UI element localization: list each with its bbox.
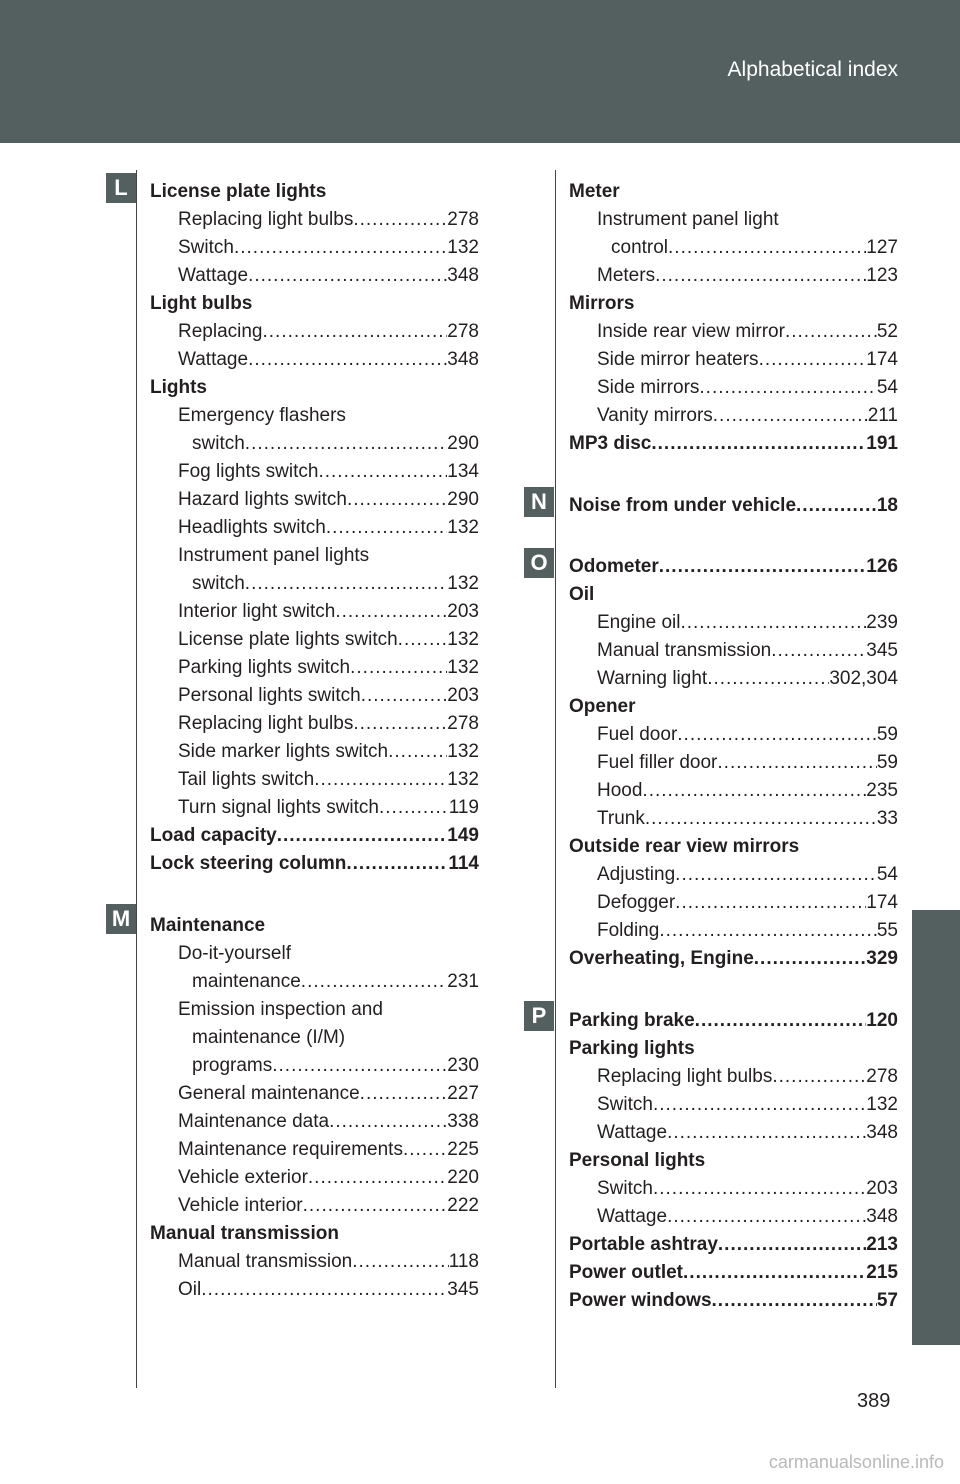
dot-leader — [754, 945, 867, 973]
index-sub-entry — [178, 598, 479, 626]
entry-text: Replacing light bulbs — [178, 713, 354, 734]
entry-text: maintenance — [192, 970, 301, 992]
entry-page-number: 220 — [447, 1166, 479, 1188]
entry-text: Oil — [178, 1278, 202, 1300]
index-main-entry — [150, 290, 479, 318]
entry-text: Meters — [597, 265, 656, 286]
entry-text: Outside rear view mirrors — [569, 836, 800, 858]
index-sub-entry — [192, 570, 479, 598]
entry-text: Wattage — [597, 1205, 668, 1227]
index-main-entry — [569, 430, 898, 458]
index-main-entry — [569, 492, 898, 520]
entry-text: Replacing light bulbs — [597, 1065, 773, 1087]
entry-page-number: 54 — [876, 377, 898, 398]
dot-leader — [668, 234, 866, 262]
entry-text: Turn signal lights switch — [178, 797, 379, 818]
section-letter-p: P — [524, 1001, 554, 1031]
entry-text: switch — [192, 573, 245, 594]
dot-leader — [326, 514, 447, 542]
section-letter-m: M — [106, 904, 136, 934]
entry-text: Wattage — [178, 265, 249, 286]
index-sub-entry — [178, 234, 479, 262]
dot-leader — [234, 234, 447, 262]
left-column-rule — [136, 170, 137, 1388]
index-sub-entry — [178, 794, 479, 822]
index-sub-entry — [178, 1108, 479, 1136]
dot-leader — [785, 318, 877, 346]
index-sub-entry — [597, 889, 898, 917]
entry-page-number: 132 — [447, 517, 479, 538]
index-sub-entry — [597, 777, 898, 805]
side-thumb-tab — [912, 910, 960, 1345]
index-main-entry — [569, 553, 898, 581]
entry-page-number: 134 — [447, 461, 479, 482]
entry-text: Switch — [597, 1177, 653, 1199]
entry-text: Tail lights switch — [178, 769, 315, 790]
entry-page-number: 132 — [447, 237, 479, 258]
entry-text: Manual transmission — [178, 1250, 353, 1272]
entry-page-number: 132 — [866, 1093, 898, 1115]
index-sub-entry — [597, 749, 898, 777]
entry-text: Replacing — [178, 321, 263, 342]
dot-leader — [329, 1108, 447, 1136]
dot-leader — [645, 805, 877, 833]
index-sub-entry — [597, 861, 898, 889]
entry-page-number: 348 — [866, 1121, 898, 1143]
dot-leader — [347, 486, 447, 514]
index-sub-entry — [597, 318, 898, 346]
index-sub-entry — [597, 805, 898, 833]
entry-page-number: 18 — [876, 494, 898, 516]
index-main-entry — [569, 945, 898, 973]
dot-leader — [707, 665, 829, 693]
index-sub-entry — [597, 206, 898, 234]
index-main-entry — [150, 1220, 479, 1248]
entry-text: Hood — [597, 780, 643, 802]
index-main-entry — [569, 1259, 898, 1287]
index-sub-entry — [178, 206, 479, 234]
entry-text: Vanity mirrors — [597, 405, 713, 426]
entry-page-number: 126 — [866, 556, 898, 578]
index-main-entry — [150, 374, 479, 402]
entry-text: Noise from under vehicle — [569, 494, 797, 516]
entry-text: Do-it-yourself — [178, 942, 291, 964]
entry-text: Meter — [569, 181, 620, 202]
entry-text: Load capacity — [150, 825, 277, 846]
dot-leader — [680, 609, 866, 637]
entry-text: Light bulbs — [150, 293, 253, 314]
index-sub-entry — [178, 458, 479, 486]
dot-leader — [245, 570, 448, 598]
entry-page-number: 225 — [447, 1138, 479, 1160]
entry-text: Portable ashtray — [569, 1233, 718, 1255]
entry-text: Hazard lights switch — [178, 489, 347, 510]
dot-leader — [335, 598, 447, 626]
dot-leader — [318, 458, 447, 486]
index-sub-entry — [178, 940, 479, 968]
index-sub-entry — [597, 1175, 898, 1203]
entry-page-number: 132 — [447, 657, 479, 678]
index-main-entry — [569, 1007, 898, 1035]
dot-leader — [403, 1136, 447, 1164]
dot-leader — [301, 968, 448, 996]
entry-text: Parking brake — [569, 1009, 695, 1031]
entry-text: Oil — [569, 584, 595, 606]
entry-page-number: 329 — [866, 948, 898, 970]
index-sub-entry — [597, 721, 898, 749]
entry-text: Trunk — [597, 808, 645, 830]
dot-leader — [695, 1007, 867, 1035]
dot-leader — [771, 637, 866, 665]
index-main-entry — [569, 1287, 898, 1315]
index-sub-entry — [192, 1024, 479, 1052]
entry-text: Vehicle exterior — [178, 1166, 308, 1188]
index-sub-entry — [178, 766, 479, 794]
entry-text: Adjusting — [597, 864, 676, 886]
index-sub-entry — [178, 1136, 479, 1164]
entry-page-number: 290 — [447, 489, 479, 510]
dot-leader — [272, 1052, 447, 1080]
entry-page-number: 132 — [447, 629, 479, 650]
entry-page-number: 345 — [447, 1278, 479, 1300]
entry-text: Power windows — [569, 1289, 712, 1311]
index-sub-entry — [597, 917, 898, 945]
entry-page-number: 348 — [447, 349, 479, 370]
index-sub-entry — [597, 665, 898, 693]
dot-leader — [353, 206, 447, 234]
index-sub-entry — [178, 1248, 479, 1276]
entry-page-number: 59 — [876, 724, 898, 746]
dot-leader — [712, 1287, 877, 1315]
header-title: Alphabetical index — [727, 58, 898, 81]
entry-page-number: 348 — [447, 265, 479, 286]
entry-page-number: 338 — [447, 1110, 479, 1132]
dot-leader — [352, 1248, 448, 1276]
entry-page-number: 290 — [447, 433, 479, 454]
entry-page-number: 203 — [447, 601, 479, 622]
index-sub-entry — [178, 346, 479, 374]
entry-page-number: 278 — [447, 713, 479, 734]
dot-leader — [361, 682, 448, 710]
index-sub-entry — [597, 346, 898, 374]
entry-text: Warning light — [597, 668, 708, 690]
entry-text: Inside rear view mirror — [597, 321, 785, 342]
entry-text: Wattage — [597, 1121, 668, 1143]
entry-page-number: 203 — [866, 1177, 898, 1199]
right-column-rule — [555, 170, 556, 1388]
entry-page-number: 231 — [447, 970, 479, 992]
dot-leader — [713, 402, 868, 430]
dot-leader — [350, 654, 447, 682]
dot-leader — [245, 430, 448, 458]
entry-page-number: 174 — [866, 349, 898, 370]
dot-leader — [759, 346, 867, 374]
dot-leader — [667, 1203, 866, 1231]
index-main-entry — [569, 1147, 898, 1175]
index-sub-entry — [178, 996, 479, 1024]
entry-page-number: 132 — [447, 573, 479, 594]
entry-text: Side marker lights switch — [178, 741, 389, 762]
index-sub-entry — [178, 626, 479, 654]
entry-text: Side mirrors — [597, 377, 700, 398]
watermark: carmanualsonline.info — [768, 1452, 944, 1472]
dot-leader — [653, 1175, 866, 1203]
entry-text: License plate lights switch — [178, 629, 398, 650]
index-main-entry — [150, 822, 479, 850]
entry-text: Lock steering column — [150, 853, 347, 874]
entry-text: Headlights switch — [178, 517, 326, 538]
dot-leader — [772, 1063, 866, 1091]
entry-page-number: 127 — [866, 237, 898, 258]
entry-text: Overheating, Engine — [569, 948, 754, 970]
dot-leader — [263, 318, 448, 346]
entry-page-number: 52 — [876, 321, 898, 342]
index-sub-entry — [597, 609, 898, 637]
entry-page-number: 57 — [876, 1289, 898, 1311]
index-sub-entry — [178, 262, 479, 290]
index-sub-entry — [192, 1052, 479, 1080]
index-sub-entry — [178, 402, 479, 430]
dot-leader — [675, 889, 866, 917]
entry-text: control — [611, 237, 669, 258]
section-letter-l: L — [106, 173, 136, 203]
entry-page-number: 54 — [876, 864, 898, 886]
entry-text: Replacing light bulbs — [178, 209, 354, 230]
index-sub-entry — [178, 710, 479, 738]
index-sub-entry — [178, 514, 479, 542]
entry-text: Engine oil — [597, 612, 681, 634]
entry-text: MP3 disc — [569, 433, 652, 454]
page-number: 389 — [857, 1390, 891, 1412]
entry-text: Odometer — [569, 556, 659, 578]
entry-text: Switch — [597, 1093, 653, 1115]
index-main-entry — [569, 693, 898, 721]
entry-page-number: 149 — [447, 825, 479, 846]
entry-page-number: 114 — [448, 853, 479, 874]
entry-page-number: 278 — [447, 321, 479, 342]
entry-text: General maintenance — [178, 1082, 360, 1104]
index-main-entry — [569, 1035, 898, 1063]
entry-text: Interior light switch — [178, 601, 336, 622]
dot-leader — [655, 262, 866, 290]
index-main-entry — [150, 178, 479, 206]
entry-text: Fuel filler door — [597, 752, 718, 774]
index-sub-entry — [178, 1192, 479, 1220]
dot-leader — [346, 850, 448, 878]
entry-page-number: 132 — [447, 741, 479, 762]
dot-leader — [379, 794, 449, 822]
entry-text: Power outlet — [569, 1261, 684, 1283]
entry-text: Parking lights switch — [178, 657, 351, 678]
dot-leader — [360, 1080, 448, 1108]
entry-page-number: 227 — [447, 1082, 479, 1104]
index-sub-entry — [178, 1164, 479, 1192]
dot-leader — [659, 553, 867, 581]
page-header — [0, 0, 960, 143]
dot-leader — [388, 738, 447, 766]
entry-text: Instrument panel light — [597, 209, 779, 230]
entry-text: Maintenance data — [178, 1110, 330, 1132]
entry-page-number: 55 — [876, 920, 898, 942]
index-sub-entry — [178, 654, 479, 682]
index-main-entry — [150, 850, 479, 878]
entry-text: Wattage — [178, 349, 249, 370]
dot-leader — [642, 777, 866, 805]
entry-text: Manual transmission — [150, 1222, 339, 1244]
entry-text: Fog lights switch — [178, 461, 319, 482]
entry-page-number: 345 — [866, 640, 898, 662]
index-sub-entry — [597, 1063, 898, 1091]
entry-page-number: 235 — [866, 780, 898, 802]
dot-leader — [796, 492, 877, 520]
index-sub-entry — [597, 1203, 898, 1231]
entry-page-number: 278 — [866, 1065, 898, 1087]
entry-text: Instrument panel lights — [178, 545, 370, 566]
entry-page-number: 203 — [447, 685, 479, 706]
index-sub-entry — [178, 486, 479, 514]
index-sub-entry — [192, 968, 479, 996]
entry-text: Side mirror heaters — [597, 349, 759, 370]
entry-page-number: 278 — [447, 209, 479, 230]
index-sub-entry — [178, 682, 479, 710]
dot-leader — [675, 861, 877, 889]
entry-text: Switch — [178, 237, 234, 258]
index-sub-entry — [192, 430, 479, 458]
index-sub-entry — [597, 402, 898, 430]
dot-leader — [677, 721, 877, 749]
index-sub-entry — [178, 738, 479, 766]
entry-page-number: 213 — [866, 1233, 898, 1255]
entry-text: Folding — [597, 920, 660, 942]
index-sub-entry — [597, 1091, 898, 1119]
entry-page-number: 132 — [447, 769, 479, 790]
index-main-entry — [150, 912, 479, 940]
entry-page-number: 348 — [866, 1205, 898, 1227]
entry-page-number: 174 — [866, 892, 898, 914]
dot-leader — [659, 917, 877, 945]
dot-leader — [717, 749, 876, 777]
entry-page-number: 239 — [866, 612, 898, 634]
index-sub-entry — [178, 542, 479, 570]
entry-page-number: 33 — [876, 808, 898, 830]
index-main-entry — [569, 290, 898, 318]
dot-leader — [303, 1192, 448, 1220]
index-main-entry — [569, 833, 898, 861]
entry-text: Parking lights — [569, 1037, 695, 1059]
index-sub-entry — [597, 637, 898, 665]
entry-text: Personal lights switch — [178, 685, 361, 706]
dot-leader — [653, 1091, 866, 1119]
entry-text: Maintenance — [150, 914, 266, 936]
entry-text: Fuel door — [597, 724, 678, 746]
index-sub-entry — [597, 374, 898, 402]
entry-text: Emergency flashers — [178, 405, 346, 426]
entry-text: License plate lights — [150, 181, 327, 202]
entry-text: Maintenance requirements — [178, 1138, 403, 1160]
index-sub-entry — [597, 1119, 898, 1147]
entry-page-number: 191 — [866, 433, 898, 454]
entry-page-number: 211 — [867, 405, 898, 426]
entry-text: Defogger — [597, 892, 676, 914]
index-sub-entry — [597, 262, 898, 290]
entry-text: Vehicle interior — [178, 1194, 303, 1216]
section-letter-n: N — [524, 487, 554, 517]
entry-text: Mirrors — [569, 293, 635, 314]
entry-text: Lights — [150, 377, 207, 398]
entry-page-number: 120 — [866, 1009, 898, 1031]
entry-page-number: 118 — [448, 1250, 479, 1272]
dot-leader — [398, 626, 448, 654]
entry-text: Personal lights — [569, 1149, 706, 1171]
dot-leader — [308, 1164, 447, 1192]
index-sub-entry — [178, 1080, 479, 1108]
entry-page-number: 302,304 — [829, 668, 898, 690]
dot-leader — [353, 710, 447, 738]
index-main-entry — [569, 581, 898, 609]
entry-page-number: 123 — [866, 265, 898, 286]
index-sub-entry — [178, 1276, 479, 1304]
entry-page-number: 59 — [876, 752, 898, 774]
entry-page-number: 215 — [866, 1261, 898, 1283]
entry-text: switch — [192, 433, 245, 454]
entry-text: programs — [192, 1054, 273, 1076]
index-sub-entry — [611, 234, 898, 262]
entry-page-number: 222 — [447, 1194, 479, 1216]
index-main-entry — [569, 1231, 898, 1259]
dot-leader — [683, 1259, 866, 1287]
section-letter-o: O — [524, 548, 554, 578]
dot-leader — [277, 822, 448, 850]
dot-leader — [699, 374, 876, 402]
dot-leader — [248, 346, 447, 374]
dot-leader — [248, 262, 447, 290]
index-sub-entry — [178, 318, 479, 346]
entry-page-number: 230 — [447, 1054, 479, 1076]
entry-text: maintenance (I/M) — [192, 1026, 346, 1048]
index-main-entry — [569, 178, 898, 206]
dot-leader — [718, 1231, 866, 1259]
dot-leader — [201, 1276, 447, 1304]
entry-text: Emission inspection and — [178, 998, 383, 1020]
dot-leader — [667, 1119, 866, 1147]
entry-text: Manual transmission — [597, 640, 772, 662]
entry-text: Opener — [569, 696, 636, 718]
dot-leader — [651, 430, 866, 458]
dot-leader — [314, 766, 447, 794]
entry-page-number: 119 — [448, 797, 479, 818]
